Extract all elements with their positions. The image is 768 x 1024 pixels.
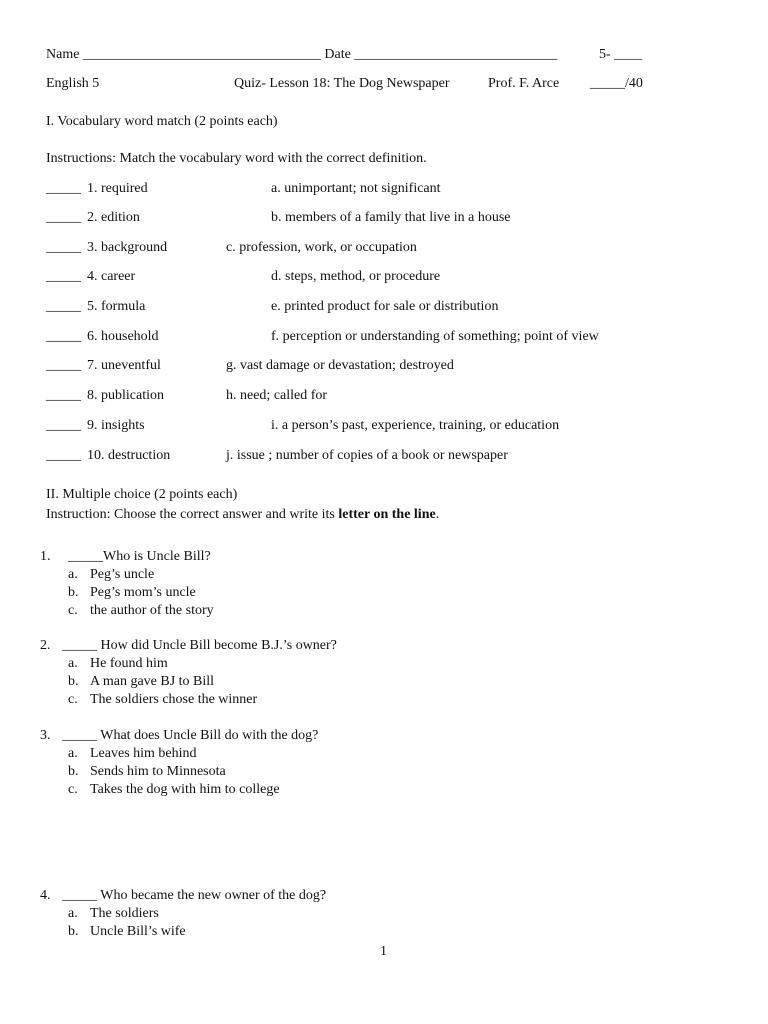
answer-blank[interactable]: _____ bbox=[46, 388, 81, 403]
question-stem[interactable]: _____ What does Uncle Bill do with the dog? bbox=[62, 728, 319, 743]
answer-option bbox=[68, 905, 468, 923]
option-text: the author of the story bbox=[90, 603, 214, 618]
answer-option bbox=[68, 602, 468, 620]
vocab-row bbox=[46, 387, 726, 405]
vocab-row bbox=[46, 239, 726, 257]
option-letter: c. bbox=[68, 692, 78, 707]
quiz-title: Quiz- Lesson 18: The Dog Newspaper bbox=[234, 76, 450, 91]
vocab-definition: e. printed product for sale or distribution bbox=[271, 299, 499, 314]
option-text: The soldiers bbox=[90, 906, 159, 921]
section-1-heading: I. Vocabulary word match (2 points each) bbox=[46, 114, 278, 129]
vocab-definition: b. members of a family that live in a house bbox=[271, 210, 511, 225]
vocab-row bbox=[46, 447, 726, 465]
vocab-row bbox=[46, 209, 726, 227]
question-number: 2. bbox=[40, 638, 51, 653]
score-slot[interactable]: _____/40 bbox=[590, 76, 643, 91]
answer-option bbox=[68, 673, 468, 691]
option-text: Peg’s uncle bbox=[90, 567, 155, 582]
vocab-term: 8. publication bbox=[87, 388, 164, 403]
option-letter: c. bbox=[68, 782, 78, 797]
option-letter: a. bbox=[68, 567, 78, 582]
section-1-instructions: Instructions: Match the vocabulary word with the correct definition. bbox=[46, 151, 427, 166]
question-number: 3. bbox=[40, 728, 51, 743]
vocab-term: 3. background bbox=[87, 240, 168, 255]
instruction-end: . bbox=[435, 507, 440, 522]
instruction-emphasis: letter on the line bbox=[338, 507, 436, 522]
section-2-instructions bbox=[46, 506, 439, 524]
answer-blank[interactable]: _____ bbox=[46, 269, 81, 284]
option-letter: a. bbox=[68, 746, 78, 761]
option-letter: b. bbox=[68, 674, 79, 689]
section-2-heading: II. Multiple choice (2 points each) bbox=[46, 487, 238, 502]
vocab-term: 1. required bbox=[87, 181, 148, 196]
option-text: A man gave BJ to Bill bbox=[90, 674, 215, 689]
answer-option bbox=[68, 781, 468, 799]
answer-blank[interactable]: _____ bbox=[46, 329, 81, 344]
answer-option bbox=[68, 566, 468, 584]
vocab-term: 6. household bbox=[87, 329, 159, 344]
option-text: Peg’s mom’s uncle bbox=[90, 585, 196, 600]
answer-option bbox=[68, 584, 468, 602]
vocab-definition: f. perception or understanding of something; point of view bbox=[271, 329, 599, 344]
vocab-definition: i. a person’s past, experience, training, or education bbox=[271, 418, 560, 433]
vocab-definition: d. steps, method, or procedure bbox=[271, 269, 441, 284]
vocab-row bbox=[46, 268, 726, 286]
option-letter: b. bbox=[68, 924, 79, 939]
option-text: The soldiers chose the winner bbox=[90, 692, 258, 707]
course-name: English 5 bbox=[46, 76, 100, 91]
question-stem[interactable]: _____Who is Uncle Bill? bbox=[68, 549, 211, 564]
vocab-term: 7. uneventful bbox=[87, 358, 161, 373]
question-number: 1. bbox=[40, 549, 51, 564]
vocab-term: 10. destruction bbox=[87, 448, 171, 463]
vocab-row bbox=[46, 180, 726, 198]
vocab-definition: j. issue ; number of copies of a book or newspaper bbox=[226, 448, 508, 463]
option-letter: a. bbox=[68, 656, 78, 671]
vocab-term: 9. insights bbox=[87, 418, 145, 433]
option-text: He found him bbox=[90, 656, 168, 671]
vocab-row bbox=[46, 357, 726, 375]
option-letter: b. bbox=[68, 585, 79, 600]
name-date-line[interactable]: Name __________________________________ Date _____________________________ bbox=[46, 47, 558, 62]
vocab-term: 2. edition bbox=[87, 210, 140, 225]
answer-option bbox=[68, 745, 468, 763]
vocab-row bbox=[46, 417, 726, 435]
option-text: Leaves him behind bbox=[90, 746, 197, 761]
answer-blank[interactable]: _____ bbox=[46, 210, 81, 225]
grade-slot[interactable]: 5- ____ bbox=[599, 47, 643, 62]
answer-blank[interactable]: _____ bbox=[46, 181, 81, 196]
answer-option bbox=[68, 763, 468, 781]
answer-blank[interactable]: _____ bbox=[46, 240, 81, 255]
option-text: Takes the dog with him to college bbox=[90, 782, 280, 797]
vocab-definition: c. profession, work, or occupation bbox=[226, 240, 417, 255]
answer-option bbox=[68, 655, 468, 673]
question-stem[interactable]: _____ Who became the new owner of the dog? bbox=[62, 888, 327, 903]
question-number: 4. bbox=[40, 888, 51, 903]
vocab-term: 5. formula bbox=[87, 299, 146, 314]
option-letter: c. bbox=[68, 603, 78, 618]
answer-blank[interactable]: _____ bbox=[46, 418, 81, 433]
answer-option bbox=[68, 923, 468, 941]
option-letter: a. bbox=[68, 906, 78, 921]
option-text: Sends him to Minnesota bbox=[90, 764, 226, 779]
vocab-term: 4. career bbox=[87, 269, 136, 284]
answer-blank[interactable]: _____ bbox=[46, 448, 81, 463]
option-text: Uncle Bill’s wife bbox=[90, 924, 186, 939]
question-stem[interactable]: _____ How did Uncle Bill become B.J.’s owner? bbox=[62, 638, 337, 653]
vocab-row bbox=[46, 298, 726, 316]
answer-option bbox=[68, 691, 468, 709]
instruction-text: Instruction: Choose the correct answer and write its bbox=[46, 507, 339, 522]
teacher-name: Prof. F. Arce bbox=[488, 76, 560, 91]
answer-blank[interactable]: _____ bbox=[46, 299, 81, 314]
vocab-row bbox=[46, 328, 726, 346]
answer-blank[interactable]: _____ bbox=[46, 358, 81, 373]
option-letter: b. bbox=[68, 764, 79, 779]
vocab-definition: h. need; called for bbox=[226, 388, 328, 403]
page-number: 1 bbox=[380, 944, 387, 959]
vocab-definition: g. vast damage or devastation; destroyed bbox=[226, 358, 454, 373]
vocab-definition: a. unimportant; not significant bbox=[271, 181, 441, 196]
